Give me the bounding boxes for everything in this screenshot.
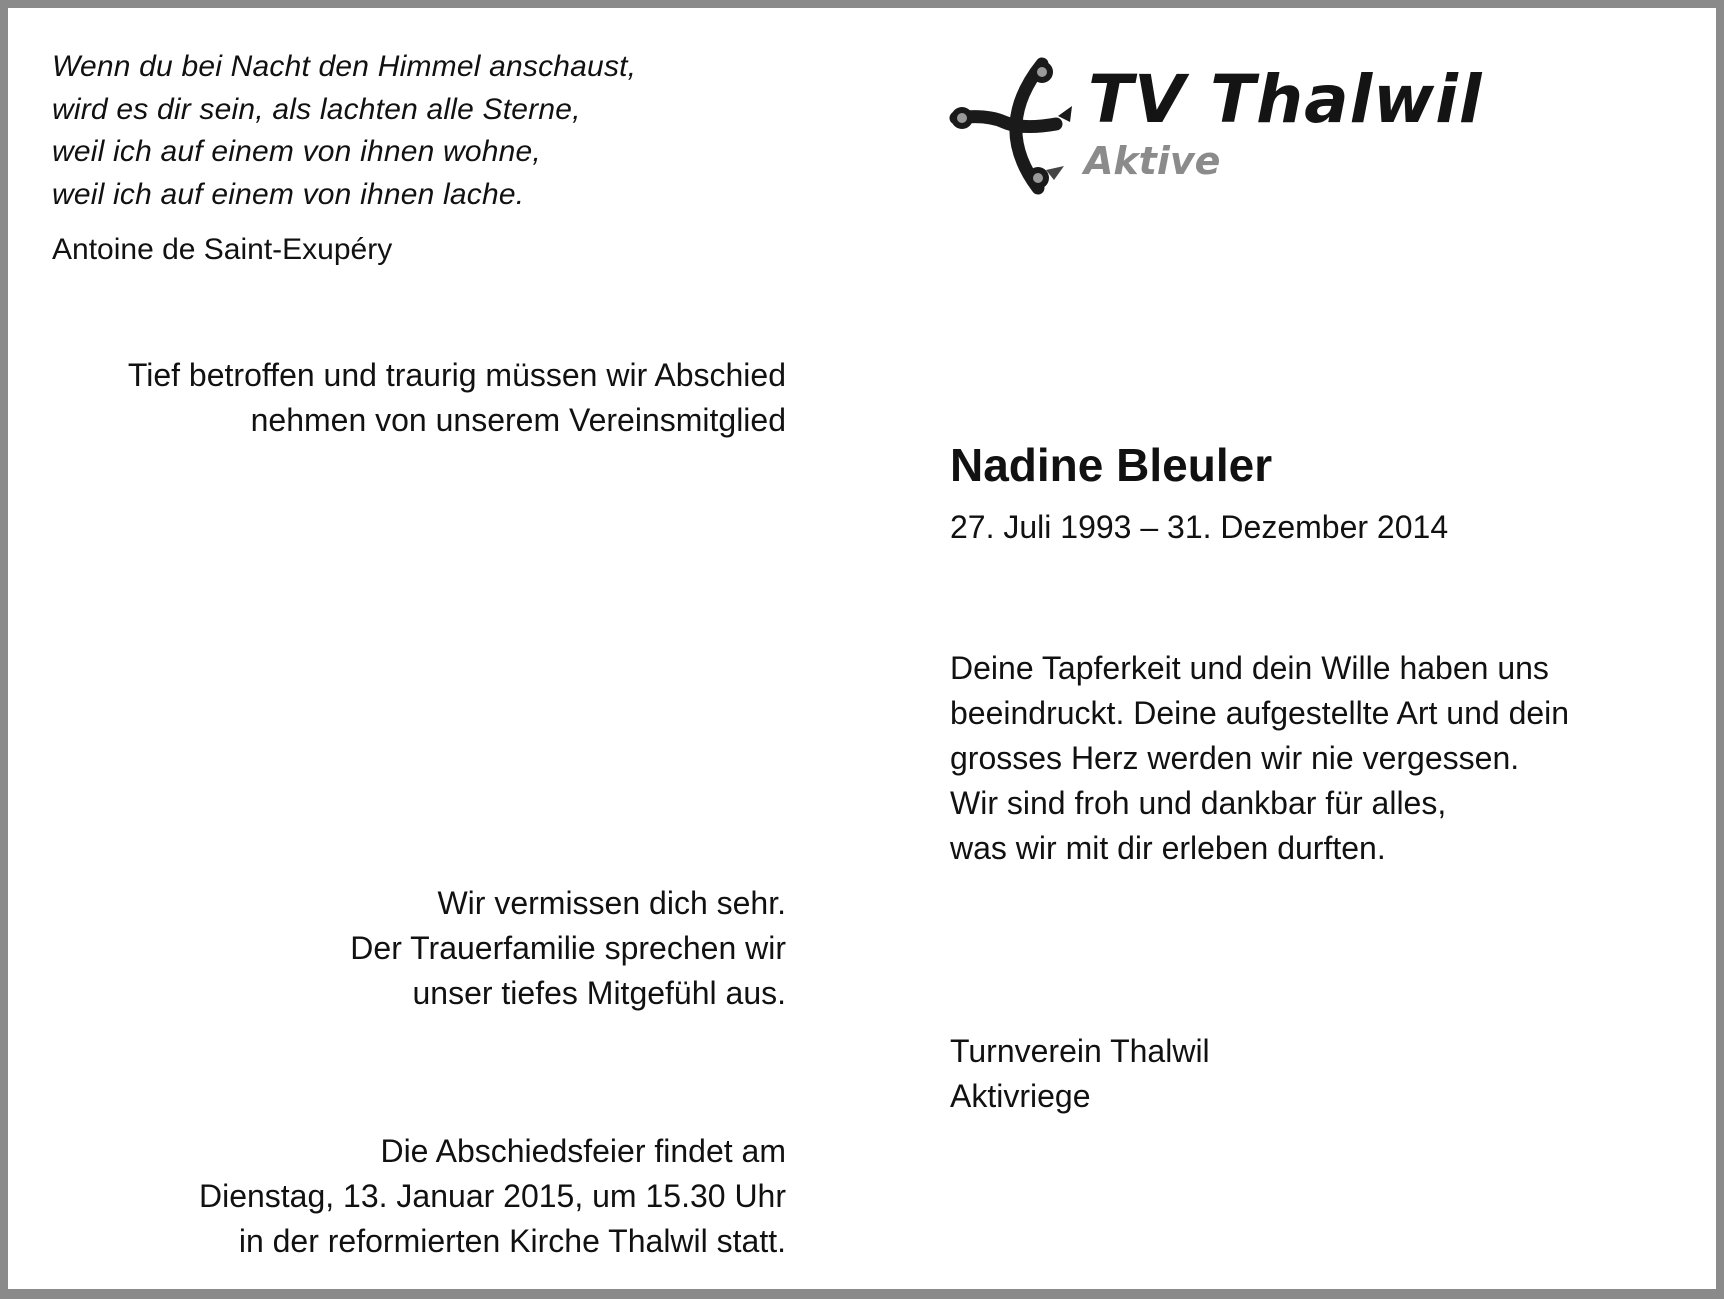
tribute-line: grosses Herz werden wir nie vergessen. <box>950 740 1520 776</box>
ceremony-info <box>199 1129 786 1264</box>
tribute-line: Wir sind froh und dankbar für alles, <box>950 785 1447 821</box>
intro-line: Tief betroffen und traurig müssen wir Abschied <box>127 357 786 393</box>
club-logo <box>946 48 1506 203</box>
quote-line: weil ich auf einem von ihnen wohne, <box>52 135 541 168</box>
logo-subtitle: Aktive <box>1084 139 1221 183</box>
quote-author: Antoine de Saint-Exupéry <box>52 233 393 266</box>
quote-line: Wenn du bei Nacht den Himmel anschaust, <box>52 50 637 83</box>
tribute-line: beeindruckt. Deine aufgestellte Art und dein <box>950 695 1570 731</box>
tribute-line: was wir mit dir erleben durften. <box>950 830 1386 866</box>
signature <box>950 1029 1210 1119</box>
ceremony-line: Dienstag, 13. Januar 2015, um 15.30 Uhr <box>198 1178 786 1214</box>
condolence-line: unser tiefes Mitgefühl aus. <box>412 975 786 1011</box>
ceremony-line: in der reformierten Kirche Thalwil statt. <box>238 1223 786 1259</box>
ceremony-line: Die Abschiedsfeier findet am <box>380 1133 786 1169</box>
deceased-name: Nadine Bleuler <box>950 439 1273 491</box>
life-dates: 27. Juli 1993 – 31. Dezember 2014 <box>950 509 1449 545</box>
quote-line: weil ich auf einem von ihnen lache. <box>52 177 525 211</box>
intro-line: nehmen von unserem Vereinsmitglied <box>250 402 786 438</box>
intro-text <box>128 353 786 443</box>
condolence-text <box>350 881 786 1016</box>
signature-line: Aktivriege <box>950 1078 1091 1114</box>
tribute-line: Deine Tapferkeit und dein Wille haben uns <box>950 650 1549 686</box>
poem-quote <box>52 46 812 216</box>
condolence-line: Wir vermissen dich sehr. <box>437 885 786 921</box>
condolence-line: Der Trauerfamilie sprechen wir <box>350 930 786 966</box>
quote-line: wird es dir sein, als lachten alle Sterne, <box>52 92 581 126</box>
signature-line: Turnverein Thalwil <box>950 1033 1210 1069</box>
logo-title: TV Thalwil <box>1088 61 1483 138</box>
tv-thalwil-figures-icon <box>946 48 1076 203</box>
tribute-text <box>950 646 1569 871</box>
